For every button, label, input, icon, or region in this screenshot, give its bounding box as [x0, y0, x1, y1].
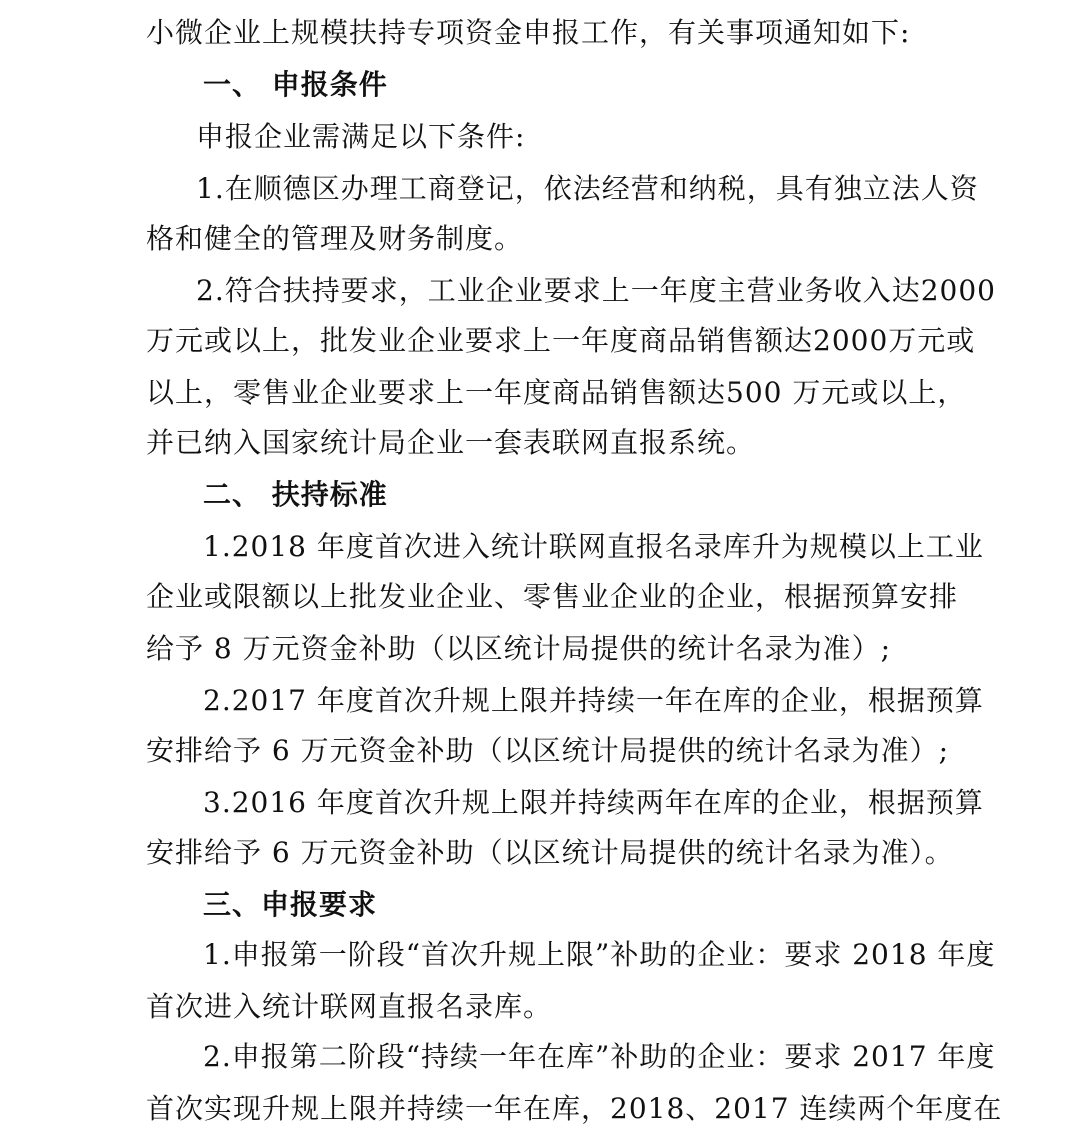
standard-2-line-2: 安排给予 6 万元资金补助（以区统计局提供的统计名录为准）; [146, 734, 950, 767]
condition-1-line-2: 格和健全的管理及财务制度。 [146, 222, 524, 255]
condition-2-line-3: 以上，零售业企业要求上一年度商品销售额达500 万元或以上， [146, 376, 967, 409]
condition-2-line-4: 并已纳入国家统计局企业一套表联网直报系统。 [146, 426, 756, 459]
requirement-1-line-2: 首次进入统计联网直报名录库。 [146, 990, 553, 1023]
condition-2-line-1: 2.符合扶持要求，工业企业要求上一年度主营业务收入达2000 [196, 274, 996, 307]
standard-3-line-2: 安排给予 6 万元资金补助（以区统计局提供的统计名录为准）。 [146, 836, 954, 869]
condition-2-line-2: 万元或以上，批发业企业要求上一年度商品销售额达2000万元或 [146, 324, 976, 357]
section-heading-2: 二、 扶持标准 [203, 478, 388, 511]
standard-1-line-1: 1.2018 年度首次进入统计联网直报名录库升为规模以上工业 [203, 530, 984, 563]
condition-1-line-1: 1.在顺德区办理工商登记，依法经营和纳税，具有独立法人资 [196, 172, 979, 205]
section-heading-1: 一、 申报条件 [203, 68, 388, 101]
requirement-2-line-2: 首次实现升规上限并持续一年在库，2018、2017 连续两个年度在 [146, 1092, 1003, 1125]
section1-intro: 申报企业需满足以下条件: [196, 120, 526, 153]
requirement-1-line-1: 1.申报第一阶段“首次升规上限”补助的企业：要求 2018 年度 [203, 938, 996, 971]
standard-1-line-3: 给予 8 万元资金补助（以区统计局提供的统计名录为准）; [146, 632, 892, 665]
requirement-2-line-1: 2.申报第二阶段“持续一年在库”补助的企业：要求 2017 年度 [203, 1040, 996, 1073]
standard-1-line-2: 企业或限额以上批发业企业、零售业企业的企业，根据预算安排 [146, 580, 959, 613]
standard-3-line-1: 3.2016 年度首次升规上限并持续两年在库的企业，根据预算 [203, 786, 984, 819]
intro-line: 小微企业上规模扶持专项资金申报工作，有关事项通知如下: [146, 16, 911, 49]
standard-2-line-1: 2.2017 年度首次升规上限并持续一年在库的企业，根据预算 [203, 684, 984, 717]
section-heading-3: 三、申报要求 [203, 888, 378, 921]
